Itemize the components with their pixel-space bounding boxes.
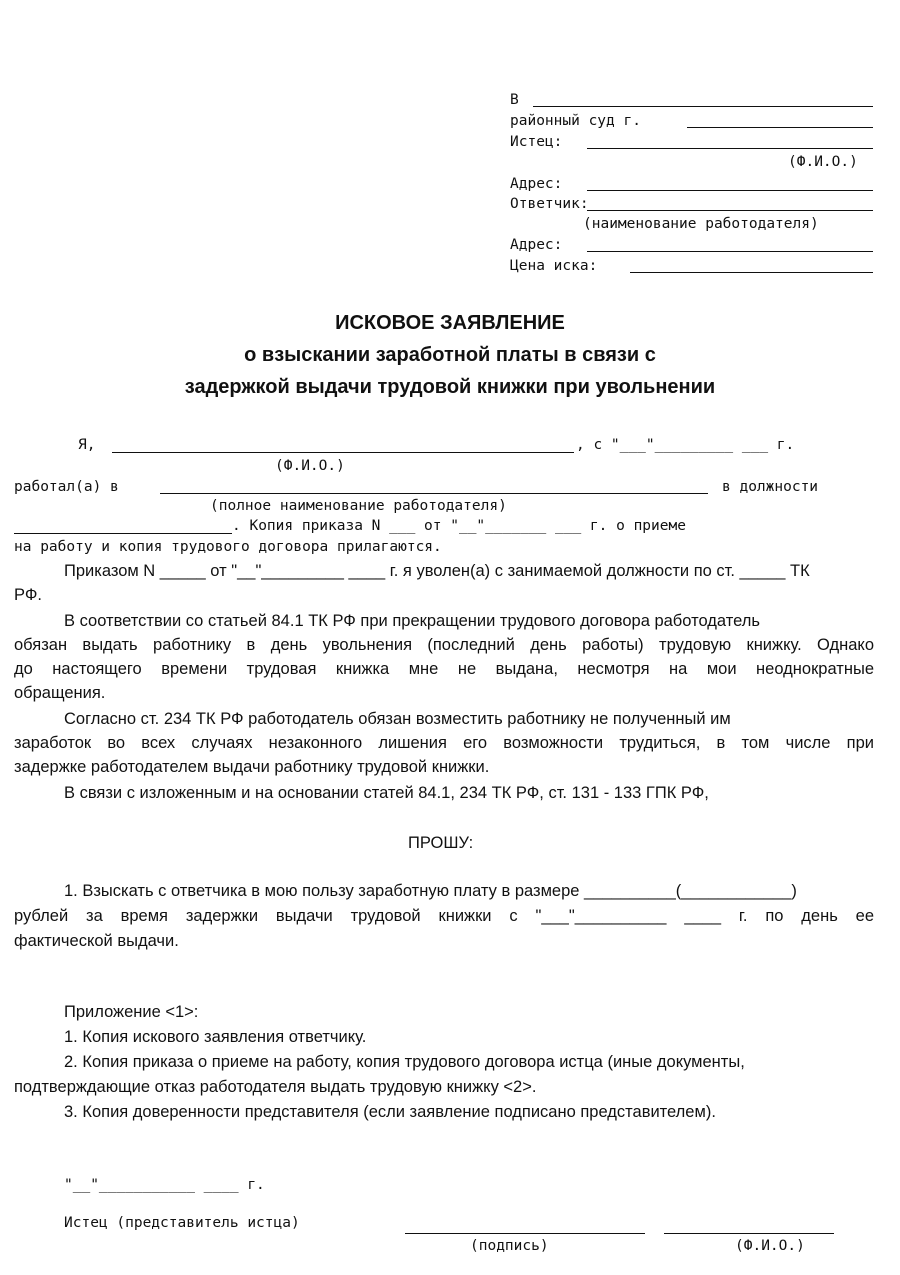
court-city-line [687,127,873,128]
plaintiff-line [587,148,873,149]
intro-fio-line [112,452,574,453]
intro-ya: Я, [78,437,96,453]
header-address1: Адрес: [510,176,563,192]
position-line [14,533,232,534]
intro-fio-hint: (Ф.И.О.) [275,458,345,474]
defendant-line [587,210,873,211]
title-line-3: задержкой выдачи трудовой книжки при увольнении [184,376,716,398]
paragraph-2-line-3: задержке работодателем выдачи работнику трудовой книжки. [14,758,490,776]
address2-line [587,251,873,252]
paragraph-1-line-3: до настоящего времени трудовая книжка мне не выдана, несмотря на мои неоднократные [14,660,874,678]
request-line-2: рублей за время задержки выдачи трудовой книжки с "___"__________ ____ г. по день ее [14,907,874,925]
intro-copy-contract: на работу и копия трудового договора прилагаются. [14,539,442,555]
request-line-1: 1. Взыскать с ответчика в мою пользу заработную плату в размере __________(____________) [64,882,797,900]
plaintiff-fio-hint: (Ф.И.О.) [788,154,858,170]
signature-hint: (подпись) [470,1238,549,1254]
header-claim-price: Цена иска: [510,258,598,274]
address1-line [587,190,873,191]
header-plaintiff: Истец: [510,134,563,150]
signer-fio-hint: (Ф.И.О.) [735,1238,805,1254]
signer-fio-line [664,1233,834,1234]
header-to: В [510,92,519,108]
title-line-1: ИСКОВОЕ ЗАЯВЛЕНИЕ [335,312,565,334]
intro-employer-hint: (полное наименование работодателя) [210,498,507,514]
footer-signer: Истец (представитель истца) [64,1215,300,1231]
appendix-item-2-cont: подтверждающие отказ работодателя выдать трудовую книжку <2>. [14,1078,537,1096]
request-line-3: фактической выдачи. [14,932,179,950]
paragraph-2-line-2: заработок во всех случаях незаконного лишения его возможности трудиться, в том числе при [14,734,874,752]
employer-line [160,493,708,494]
title-line-2: о взыскании заработной платы в связи с [244,344,656,366]
signature-line [405,1233,645,1234]
claim-price-line [630,272,873,273]
header-address2: Адрес: [510,237,563,253]
footer-date: "__"___________ ____ г. [64,1177,265,1193]
paragraph-1-line-2: обязан выдать работнику в день увольнения (последний день работы) трудовую книжку. Однако [14,636,874,654]
paragraph-1-line-4: обращения. [14,684,106,702]
appendix-item-1: 1. Копия искового заявления ответчику. [64,1028,367,1046]
intro-copy-order: . Копия приказа N ___ от "__"_______ ___ г. о приеме [232,518,686,534]
header-defendant: Ответчик: [510,196,589,212]
order-line-end: РФ. [14,586,42,604]
paragraph-2-line-1: Согласно ст. 234 ТК РФ работодатель обязан возместить работнику не полученный им [64,710,731,728]
appendix-item-3: 3. Копия доверенности представителя (если заявление подписано представителем). [64,1103,716,1121]
appendix-heading: Приложение <1>: [64,1003,199,1021]
header-court: районный суд г. [510,113,641,129]
request-heading: ПРОШУ: [408,834,474,852]
paragraph-1-line-1: В соответствии со статьей 84.1 ТК РФ при прекращении трудового договора работодатель [64,612,760,630]
defendant-hint: (наименование работодателя) [583,216,819,232]
intro-in-position: в должности [722,479,819,495]
order-line: Приказом N _____ от "__"_________ ____ г. я уволен(а) с занимаемой должности по ст. _____ ТК [64,562,810,580]
intro-since: , с "___"_________ ___ г. [576,437,795,453]
appendix-item-2: 2. Копия приказа о приеме на работу, копия трудового договора истца (иные документы, [64,1053,745,1071]
paragraph-3: В связи с изложенным и на основании статей 84.1, 234 ТК РФ, ст. 131 - 133 ГПК РФ, [64,784,709,802]
court-name-line [533,106,873,107]
intro-worked: работал(а) в [14,479,119,495]
